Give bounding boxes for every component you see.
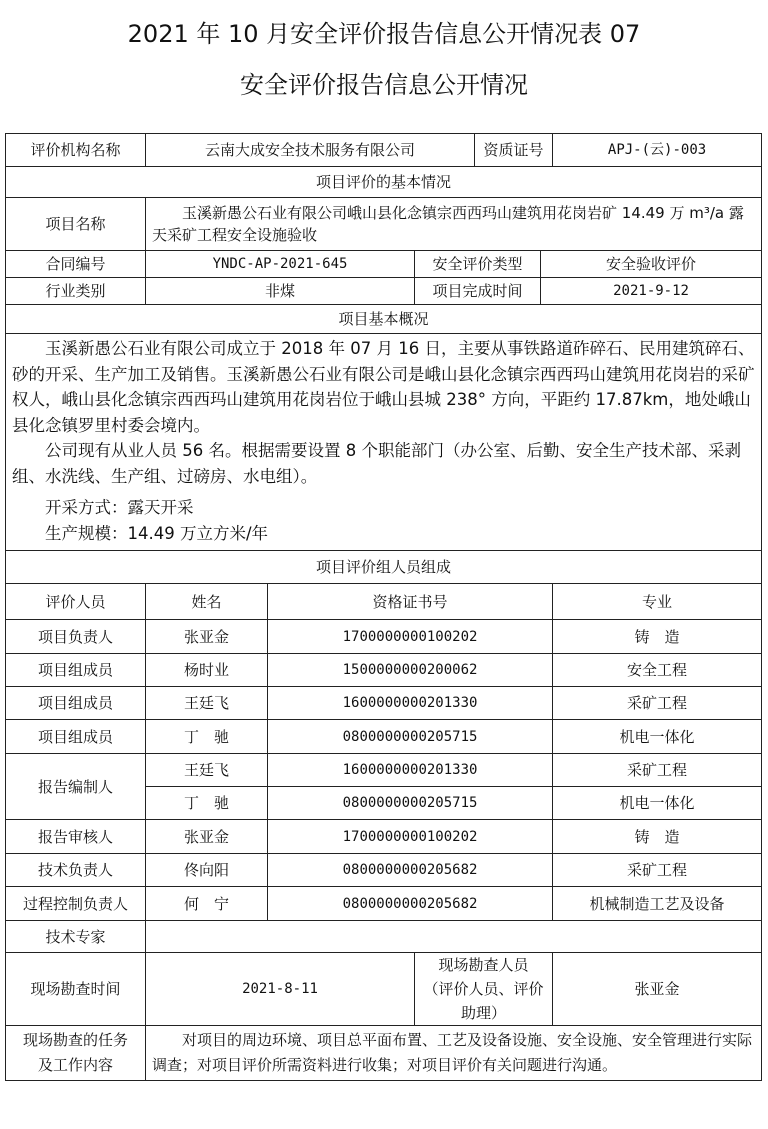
- eval-type-value: 安全验收评价: [541, 251, 762, 278]
- member-name: 丁 驰: [146, 787, 268, 820]
- finish-value: 2021-9-12: [541, 278, 762, 305]
- table-row: [6, 887, 762, 921]
- overview-row: [6, 334, 762, 551]
- member-name: 丁 驰: [146, 720, 268, 754]
- member-cert: 0800000000205715: [268, 720, 553, 754]
- member-role: 项目组成员: [6, 687, 146, 720]
- expert-label: 技术专家: [6, 921, 146, 953]
- expert-value: [146, 921, 762, 953]
- contract-value: YNDC-AP-2021-645: [146, 251, 415, 278]
- survey-row: [6, 953, 762, 1026]
- team-section-header: 项目评价组人员组成: [6, 551, 762, 584]
- member-cert: 0800000000205682: [268, 887, 553, 921]
- project-name-row: [6, 198, 762, 251]
- industry-value: 非煤: [146, 278, 415, 305]
- member-name: 佟向阳: [146, 854, 268, 887]
- survey-task-label-cell: [6, 1026, 146, 1081]
- member-major: 铸 造: [553, 820, 762, 854]
- mining-method: 开采方式：露天开采: [45, 498, 194, 517]
- project-name-value: 玉溪新愚公石业有限公司峨山县化念镇宗西西玛山建筑用花岗岩矿 14.49 万 m³/a 露天采矿工程安全设施验收: [146, 198, 762, 251]
- col-cert-header: 资格证书号: [268, 584, 553, 620]
- member-name: 王廷飞: [146, 687, 268, 720]
- member-cert: 0800000000205715: [268, 787, 553, 820]
- survey-people-label-cell: [415, 953, 553, 1026]
- member-major: 安全工程: [553, 654, 762, 687]
- contract-row: [6, 251, 762, 278]
- member-major: 铸 造: [553, 620, 762, 654]
- member-cert: 1700000000100202: [268, 620, 553, 654]
- member-major: 机电一体化: [553, 787, 762, 820]
- member-role: 报告审核人: [6, 820, 146, 854]
- cert-value: APJ-(云)-003: [553, 134, 762, 167]
- contract-label: 合同编号: [6, 251, 146, 278]
- member-role: 项目组成员: [6, 720, 146, 754]
- member-role: 项目组成员: [6, 654, 146, 687]
- member-major: 采矿工程: [553, 854, 762, 887]
- member-cert: 1600000000201330: [268, 687, 553, 720]
- industry-label: 行业类别: [6, 278, 146, 305]
- overview-paragraph-1: 玉溪新愚公石业有限公司成立于 2018 年 07 月 16 日，主要从事铁路道砟碎石、民用建筑碎石、砂的开采、生产加工及销售。玉溪新愚公石业有限公司是峨山县化念镇宗西西玛山建筑用花岗岩的采矿权人，峨山县化念镇宗西西玛山建筑用花岗岩位于峨山县城 238° 方向，平距约 17.87km，地处峨山县化念镇罗里村委会境内。: [12, 339, 755, 435]
- table-row: [6, 854, 762, 887]
- survey-people-sublabel: （评价人员、评价助理）: [423, 980, 544, 1022]
- org-label: 评价机构名称: [6, 134, 146, 167]
- member-major: 采矿工程: [553, 754, 762, 787]
- member-name: 张亚金: [146, 820, 268, 854]
- member-role: 技术负责人: [6, 854, 146, 887]
- survey-task-row: [6, 1026, 762, 1081]
- document-title: 2021 年 10 月安全评价报告信息公开情况表 07: [127, 20, 641, 48]
- member-role: 过程控制负责人: [6, 887, 146, 921]
- eval-type-label: 安全评价类型: [415, 251, 541, 278]
- table-row: [6, 654, 762, 687]
- org-value: 云南大成安全技术服务有限公司: [146, 134, 475, 167]
- col-role-header: 评价人员: [6, 584, 146, 620]
- table-row: [6, 754, 762, 787]
- team-column-headers: [6, 584, 762, 620]
- col-name-header: 姓名: [146, 584, 268, 620]
- org-row: [6, 134, 762, 167]
- member-major: 机械制造工艺及设备: [553, 887, 762, 921]
- member-cert: 1700000000100202: [268, 820, 553, 854]
- survey-people-label: 现场勘查人员: [438, 956, 529, 974]
- basic-section-header: 项目评价的基本情况: [6, 167, 762, 198]
- expert-row: [6, 921, 762, 953]
- overview-section-header: 项目基本概况: [6, 305, 762, 334]
- survey-task-label-1: 现场勘查的任务: [22, 1031, 128, 1049]
- project-name-label: 项目名称: [6, 198, 146, 251]
- cert-label: 资质证号: [475, 134, 553, 167]
- report-writer-role: 报告编制人: [6, 754, 146, 820]
- survey-people-value: 张亚金: [553, 953, 762, 1026]
- table-row: [6, 687, 762, 720]
- member-major: 采矿工程: [553, 687, 762, 720]
- survey-time-value: 2021-8-11: [146, 953, 415, 1026]
- document-subtitle: 安全评价报告信息公开情况: [240, 71, 528, 99]
- overview-paragraph-2: 公司现有从业人员 56 名。根据需要设置 8 个职能部门（办公室、后勤、安全生产技术部、采剥组、水洗线、生产组、过磅房、水电组）。: [12, 441, 741, 486]
- member-cert: 0800000000205682: [268, 854, 553, 887]
- member-cert: 1600000000201330: [268, 754, 553, 787]
- table-row: [6, 820, 762, 854]
- member-role: 项目负责人: [6, 620, 146, 654]
- finish-label: 项目完成时间: [415, 278, 541, 305]
- disclosure-table: [5, 133, 762, 1081]
- industry-row: [6, 278, 762, 305]
- member-name: 王廷飞: [146, 754, 268, 787]
- member-name: 杨时业: [146, 654, 268, 687]
- member-name: 张亚金: [146, 620, 268, 654]
- table-row: [6, 720, 762, 754]
- production-scale: 生产规模：14.49 万立方米/年: [45, 523, 269, 543]
- survey-task-label-2: 及工作内容: [37, 1056, 113, 1074]
- table-row: [6, 620, 762, 654]
- survey-task-value: 对项目的周边环境、项目总平面布置、工艺及设备设施、安全设施、安全管理进行实际调查；对项目评价所需资料进行收集；对项目评价有关问题进行沟通。: [146, 1026, 762, 1081]
- member-name: 何 宁: [146, 887, 268, 921]
- member-cert: 1500000000200062: [268, 654, 553, 687]
- col-major-header: 专业: [553, 584, 762, 620]
- survey-time-label: 现场勘查时间: [6, 953, 146, 1026]
- member-major: 机电一体化: [553, 720, 762, 754]
